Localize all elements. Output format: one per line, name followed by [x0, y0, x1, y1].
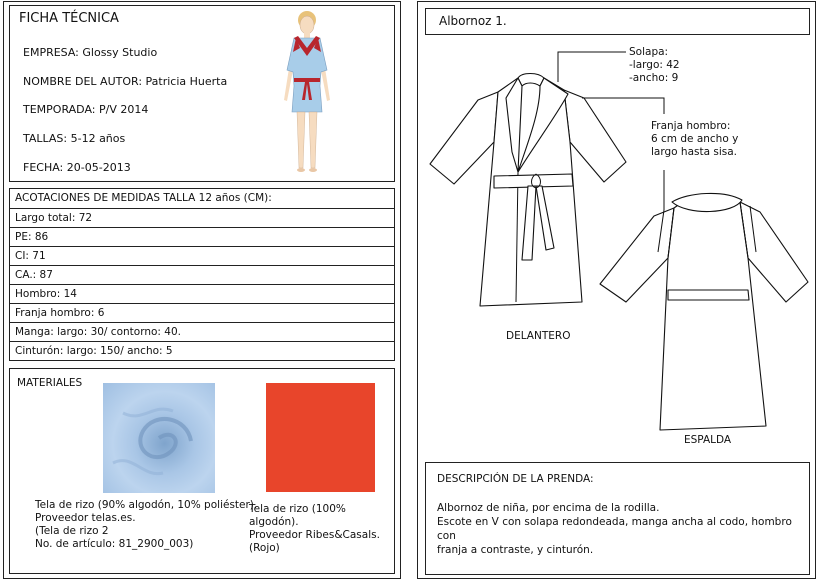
solapa-leader [558, 52, 626, 82]
material-2-line: (Rojo) [249, 542, 280, 554]
description-line: Escote en V con solapa redondeada, manga ancha al codo, hombro con [437, 516, 792, 542]
back-robe-drawing [600, 193, 808, 430]
sheet-title: FICHA TÉCNICA [19, 11, 119, 26]
material-1-line: (Tela de rizo 2 [35, 525, 109, 537]
measures-box [9, 188, 395, 361]
measures-title: ACOTACIONES DE MEDIDAS TALLA 12 años (CM): [15, 192, 272, 204]
annotation-franja-line: Franja hombro: [651, 120, 731, 132]
annotation-solapa [629, 46, 680, 85]
measure-row: PE: 86 [10, 227, 394, 246]
info-sizes: TALLAS: 5-12 años [23, 132, 126, 145]
measure-row: Largo total: 72 [10, 208, 394, 227]
material-2-text [249, 503, 394, 555]
blue-fabric-swatch [103, 383, 215, 493]
materials-title: MATERIALES [17, 377, 83, 389]
material-1-line: Proveedor telas.es. [35, 512, 136, 524]
info-company: EMPRESA: Glossy Studio [23, 46, 158, 59]
annotation-franja [651, 120, 738, 159]
description-title: DESCRIPCIÓN DE LA PRENDA: [437, 473, 594, 485]
fashion-illustration [272, 8, 342, 180]
annotation-solapa-line: -ancho: 9 [629, 72, 679, 84]
materials-box [9, 368, 395, 574]
measure-row: CI: 71 [10, 246, 394, 265]
measure-row: CA.: 87 [10, 265, 394, 284]
technical-drawings [418, 2, 817, 462]
measure-row: Hombro: 14 [10, 284, 394, 303]
annotation-franja-line: 6 cm de ancho y [651, 133, 739, 145]
annotation-solapa-line: Solapa: [629, 46, 669, 58]
measure-row: Franja hombro: 6 [10, 303, 394, 322]
garment-title: Albornoz 1. [439, 14, 507, 28]
red-fabric-swatch [266, 383, 375, 492]
front-robe-drawing [430, 74, 626, 307]
annotation-franja-line: largo hasta sisa. [651, 146, 737, 158]
material-1-text [35, 499, 257, 551]
description-line: Albornoz de niña, por encima de la rodilla. [437, 502, 660, 514]
material-1-line: No. de artículo: 81_2900_003) [35, 538, 194, 550]
material-1-line: Tela de rizo (90% algodón, 10% poliéster). [35, 499, 258, 511]
franja-leader [582, 98, 664, 114]
info-date: FECHA: 20-05-2013 [23, 161, 131, 174]
info-author: NOMBRE DEL AUTOR: Patricia Huerta [23, 75, 228, 88]
info-season: TEMPORADA: P/V 2014 [23, 103, 149, 116]
right-panel [417, 1, 816, 579]
left-panel [3, 1, 401, 579]
back-label: ESPALDA [684, 434, 732, 446]
measure-row: Manga: largo: 30/ contorno: 40. [10, 322, 394, 341]
annotation-solapa-line: -largo: 42 [629, 59, 680, 71]
front-label: DELANTERO [506, 330, 571, 342]
material-2-line: Proveedor Ribes&Casals. [249, 529, 380, 541]
material-2-line: Tela de rizo (100% algodón). [249, 503, 346, 528]
header-box [9, 5, 395, 182]
measure-row: Cinturón: largo: 150/ ancho: 5 [10, 341, 394, 360]
description-line: franja a contraste, y cinturón. [437, 544, 594, 556]
description-text [437, 501, 809, 557]
description-box [425, 462, 810, 575]
fabric-swirl [103, 383, 215, 493]
